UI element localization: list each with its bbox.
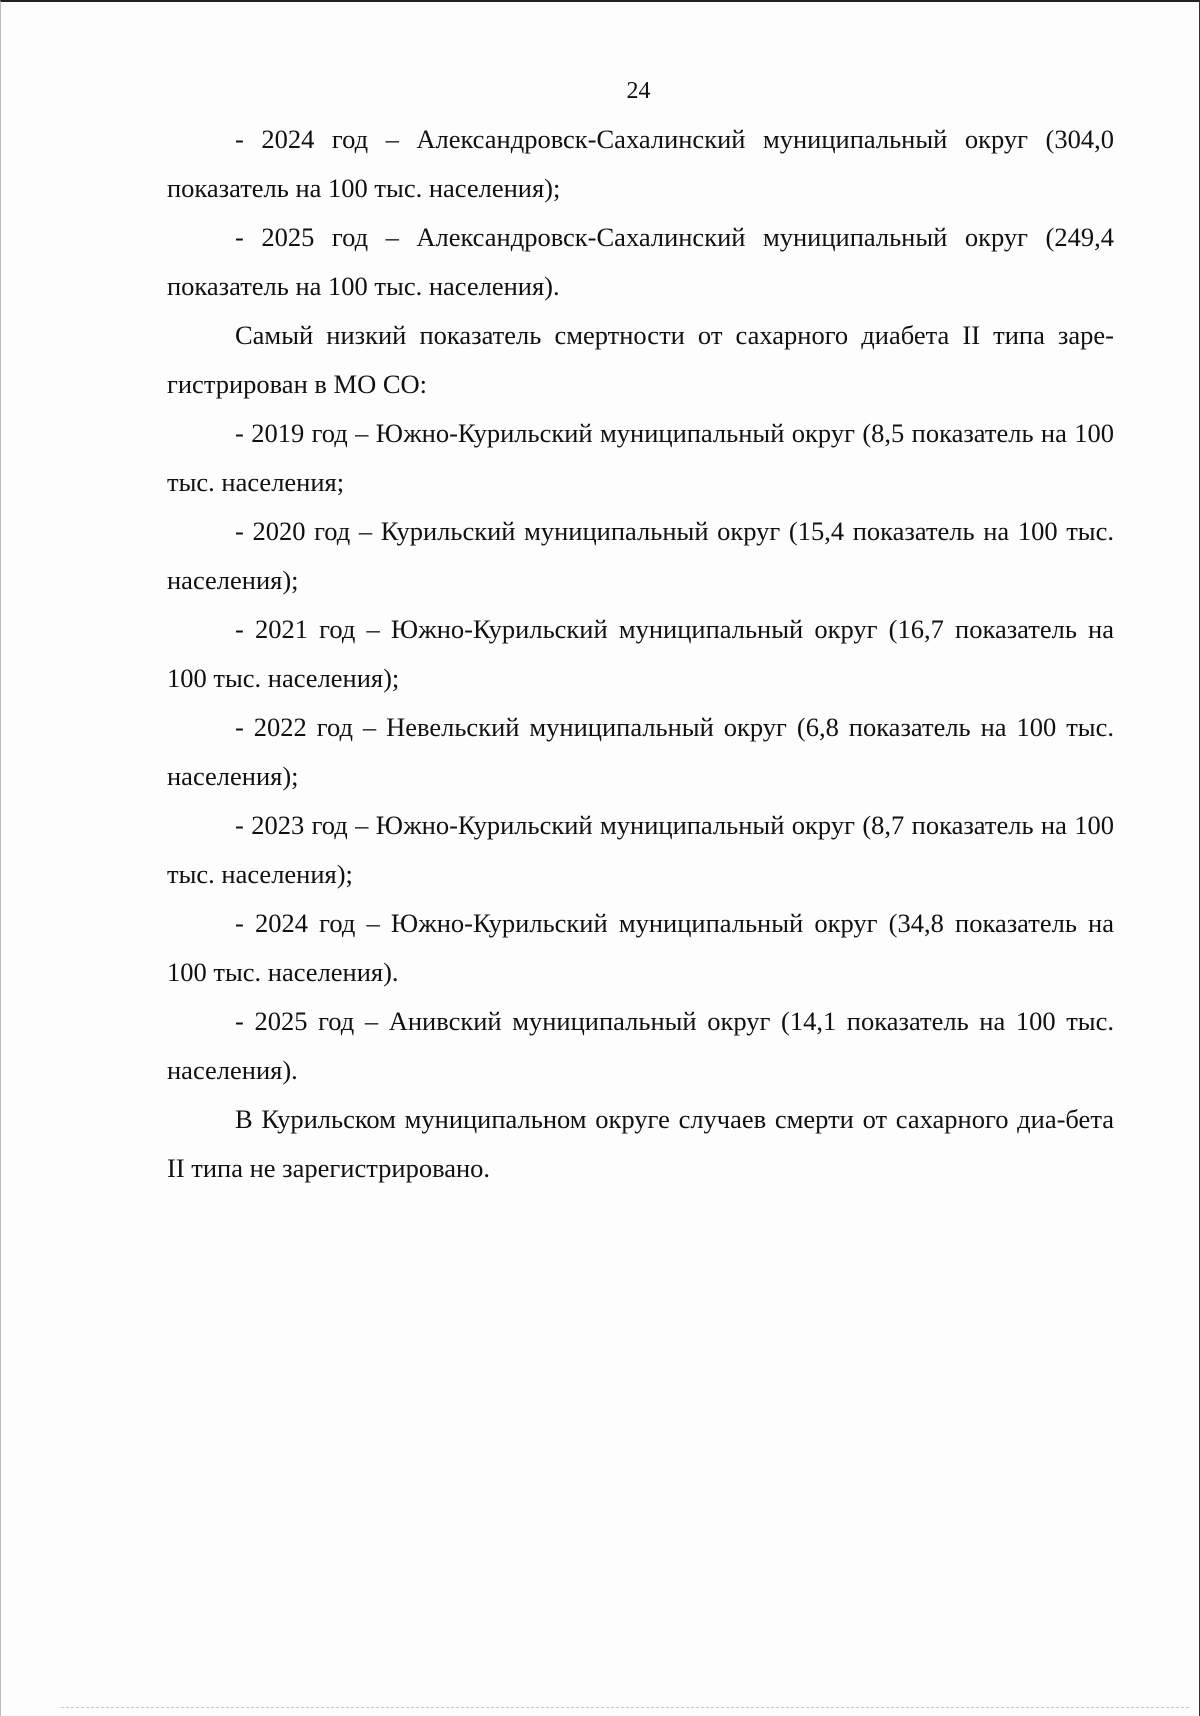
page-number: 24 bbox=[626, 78, 651, 104]
paragraph-2024-min: - 2024 год – Южно-Курильский муниципальный округ (34,8 показатель на 100 тыс. населения). bbox=[167, 908, 1114, 987]
paragraph-2025-max: - 2025 год – Александровск-Сахалинский муниципальный округ (249,4 показатель на 100 тыс. населения). bbox=[167, 222, 1114, 301]
paragraph-kurilsky-note: В Курильском муниципальном округе случаев смерти от сахарного диа-бета II типа не зарегистрировано. bbox=[167, 1104, 1114, 1183]
paragraph-2025-min: - 2025 год – Анивский муниципальный округ (14,1 показатель на 100 тыс. населения). bbox=[167, 1006, 1114, 1085]
paragraph-lowest-intro: Самый низкий показатель смертности от сахарного диабета II типа заре-гистрирован в МО СО: bbox=[167, 320, 1114, 399]
scan-edge-line bbox=[61, 1707, 1189, 1708]
paragraph-2020-min: - 2020 год – Курильский муниципальный округ (15,4 показатель на 100 тыс. населения); bbox=[167, 516, 1114, 595]
paragraph-2024-max: - 2024 год – Александровск-Сахалинский муниципальный округ (304,0 показатель на 100 тыс. населения); bbox=[167, 124, 1114, 203]
paragraph-2019-min: - 2019 год – Южно-Курильский муниципальный округ (8,5 показатель на 100 тыс. населения; bbox=[167, 418, 1114, 497]
paragraph-2022-min: - 2022 год – Невельский муниципальный округ (6,8 показатель на 100 тыс. населения); bbox=[167, 712, 1114, 791]
document-body bbox=[167, 115, 1114, 1193]
paragraph-2021-min: - 2021 год – Южно-Курильский муниципальный округ (16,7 показатель на 100 тыс. населения); bbox=[167, 614, 1114, 693]
paragraph-2023-min: - 2023 год – Южно-Курильский муниципальный округ (8,7 показатель на 100 тыс. населения); bbox=[167, 810, 1114, 889]
